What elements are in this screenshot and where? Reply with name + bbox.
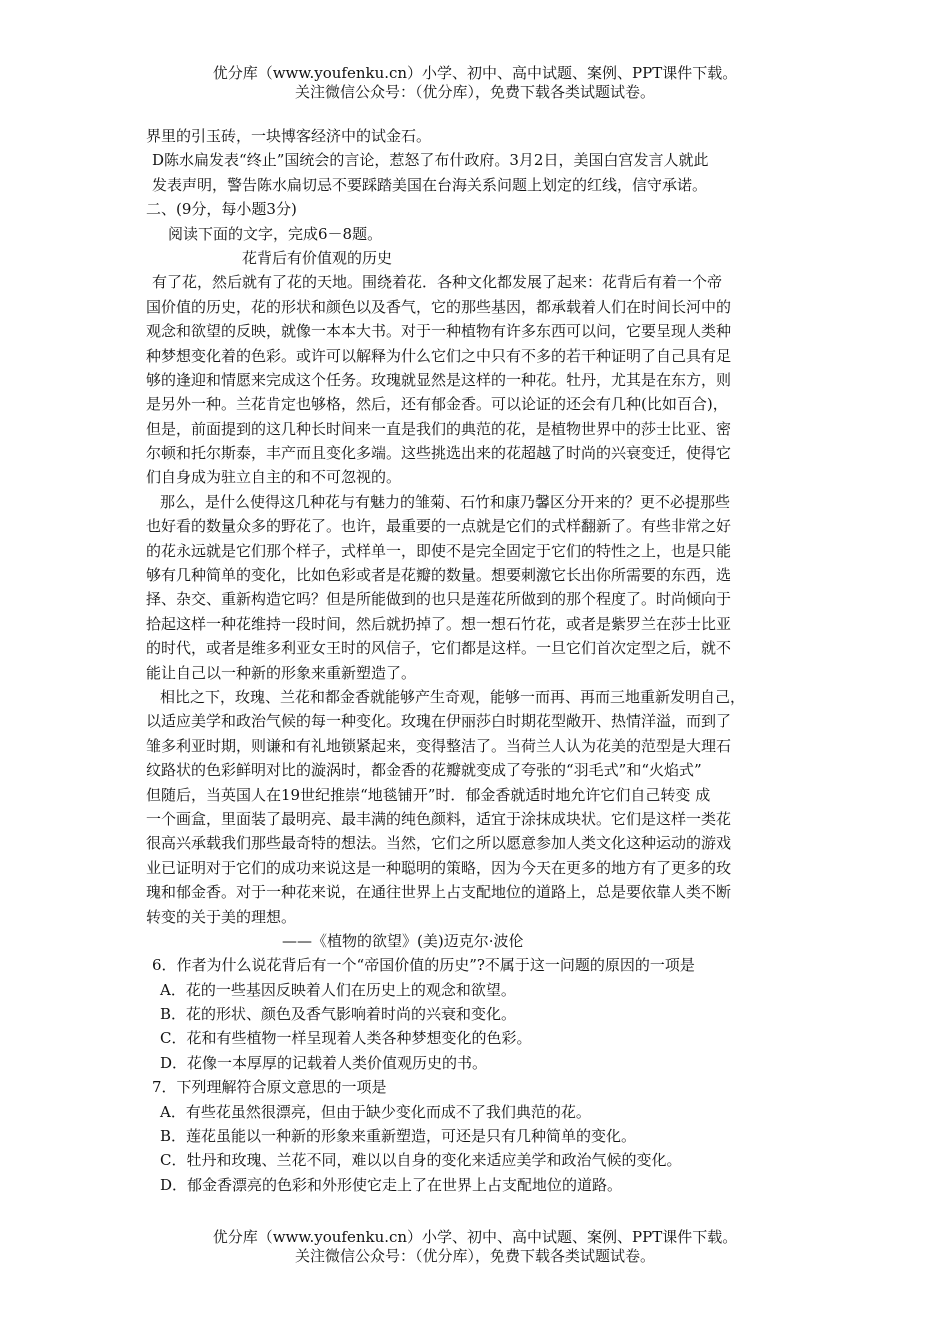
paragraph-line: 的时代，或者是维多利亚女王时的风信子，它们都是这样。一旦它们首次定型之后，就不: [146, 639, 732, 658]
paragraph-line: 也好看的数量众多的野花了。也许，最重要的一点就是它们的式样翻新了。有些非常之好: [146, 517, 732, 536]
question-stem: 7．下列理解符合原文意思的一项是: [152, 1078, 387, 1097]
paragraph-line: 以适应美学和政治气候的每一种变化。玫瑰在伊丽莎白时期花型敞开、热情洋溢，而到了: [146, 712, 732, 731]
paragraph-line: 择、杂交、重新构造它吗？但是所能做到的也只是莲花所做到的那个程度了。时尚倾向于: [146, 590, 732, 609]
paragraph-line: 够有几种简单的变化，比如色彩或者是花瓣的数量。想要刺激它长出你所需要的东西，选: [146, 566, 732, 585]
paragraph-line: 国价值的历史，花的形状和颜色以及香气，它的那些基因，都承载着人们在时间长河中的: [146, 297, 732, 316]
page-footer: [0, 1228, 950, 1266]
paragraph-line: 一个画盒，里面装了最明亮、最丰满的纯色颜料，适宜于涂抹成块状。它们是这样一类花: [146, 809, 732, 828]
paragraph-line: 尔顿和托尔斯泰，丰产而且变化多端。这些挑选出来的花超越了时尚的兴衰变迁，使得它: [146, 444, 732, 463]
paragraph-line: 的花永远就是它们那个样子，式样单一，即使不是完全固定于它们的特性之上，也是只能: [146, 541, 732, 560]
carryover-line: 界里的引玉砖，一块博客经济中的试金石。: [146, 127, 432, 145]
section-heading: 二、(9分，每小题3分): [146, 200, 297, 219]
question-6: [146, 953, 816, 1075]
paragraph-line: 业已证明对于它们的成功来说这是一种聪明的策略，因为今天在更多的地方有了更多的玫: [146, 858, 732, 877]
paragraph-line: 瑰和郁金香。对于一种花来说，在通往世界上占支配地位的道路上，总是要依靠人类不断: [146, 883, 732, 902]
paragraph-line: 很高兴承载我们那些最奇特的想法。当然，它们之所以愿意参加人类文化这种运动的游戏: [146, 834, 732, 853]
question-7: [146, 1075, 816, 1197]
paragraph-line: 拾起这样一种花维持一段时间，然后就扔掉了。想一想石竹花，或者是紫罗兰在莎士比亚: [146, 614, 732, 633]
question-option: D．花像一本厚厚的记载着人类价值观历史的书。: [160, 1053, 488, 1072]
paragraph-line: 们自身成为驻立自主的和不可忽视的。: [146, 468, 402, 487]
carryover-line: 发表声明，警告陈水扁切忌不要踩踏美国在台海关系问题上划定的红线，信守承诺。: [152, 175, 708, 194]
question-option: A．有些花虽然很漂亮，但由于缺少变化而成不了我们典范的花。: [160, 1102, 591, 1121]
question-stem: 6．作者为什么说花背后有一个“帝国价值的历史”?不属于这一问题的原因的一项是: [152, 956, 695, 975]
paragraph-line: 是另外一种。兰花肯定也够格，然后，还有郁金香。可以论证的还会有几种(比如百合)，: [146, 395, 728, 414]
question-option: B．花的形状、颜色及香气影响着时尚的兴衰和变化。: [160, 1005, 517, 1024]
paragraph-line: 雏多利亚时期，则谦和有礼地锁紧起来，变得整洁了。当荷兰人认为花美的范型是大理石: [146, 736, 732, 755]
paragraph-line: 够的逢迎和情愿来完成这个任务。玫瑰就显然是这样的一种花。牡丹，尤其是在东方，则: [146, 370, 732, 389]
footer-line-1: 优分库（www.youfenku.cn）小学、初中、高中试题、案例、PPT课件下载。: [212, 1228, 738, 1246]
paragraph-line: 相比之下，玫瑰、兰花和都金香就能够产生奇观，能够一而再、再而三地重新发明自己，: [160, 687, 746, 706]
paragraph-line: 那么，是什么使得这几种花与有魅力的雏菊、石竹和康乃馨区分开来的？更不必提那些: [160, 492, 731, 511]
source-citation: ——《植物的欲望》(美)迈克尔·波伦: [282, 931, 524, 950]
paragraph-2: [146, 490, 816, 685]
question-option: C．牡丹和玫瑰、兰花不同，难以以自身的变化来适应美学和政治气候的变化。: [160, 1151, 682, 1170]
exam-content: [146, 124, 816, 1197]
header-line-1: 优分库（www.youfenku.cn）小学、初中、高中试题、案例、PPT课件下载。: [212, 64, 738, 82]
question-option: C．花和有些植物一样呈现着人类各种梦想变化的色彩。: [160, 1029, 532, 1048]
page-header: [0, 64, 950, 102]
paragraph-line: 观念和欲望的反映，就像一本本大书。对于一种植物有许多东西可以问，它要呈现人类种: [146, 322, 732, 341]
carryover-line: D陈水扁发表“终止”国统会的言论，惹怒了布什政府。3月2日，美国白宫发言人就此: [152, 151, 709, 170]
paragraph-line: 转变的关于美的理想。: [146, 907, 297, 926]
paragraph-line: 但是，前面提到的这几种长时间来一直是我们的典范的花，是植物世界中的莎士比亚、密: [146, 419, 732, 438]
paragraph-line: 有了花，然后就有了花的天地。围绕着花．各种文化都发展了起来：花背后有着一个帝: [152, 273, 723, 292]
paragraph-line: 但随后，当英国人在19世纪推崇“地毯铺开”时．郁金香就适时地允许它们自己转变 成: [146, 785, 711, 804]
paragraph-line: 能让自己以一种新的形象来重新塑造了。: [146, 663, 417, 682]
question-option: B．莲花虽能以一种新的形象来重新塑造，可还是只有几种简单的变化。: [160, 1127, 637, 1146]
paragraph-line: 种梦想变化着的色彩。或许可以解释为什么它们之中只有不多的若干种证明了自己具有足: [146, 346, 732, 365]
question-option: A．花的一些基因反映着人们在历史上的观念和欲望。: [160, 980, 516, 999]
question-option: D．郁金香漂亮的色彩和外形使它走上了在世界上占支配地位的道路。: [160, 1175, 623, 1194]
paragraph-1: [146, 270, 816, 490]
article-title: 花背后有价值观的历史: [242, 248, 393, 267]
footer-line-2: 关注微信公众号：（优分库），免费下载各类试题试卷。: [294, 1247, 655, 1265]
paragraph-3: [146, 685, 816, 929]
paragraph-line: 纹路状的色彩鲜明对比的漩涡时，都金香的花瓣就变成了夸张的“羽毛式”和“火焰式”: [146, 761, 702, 780]
header-line-2: 关注微信公众号：（优分库），免费下载各类试题试卷。: [294, 83, 655, 101]
reading-instruction: 阅读下面的文字，完成6－8题。: [168, 224, 383, 243]
